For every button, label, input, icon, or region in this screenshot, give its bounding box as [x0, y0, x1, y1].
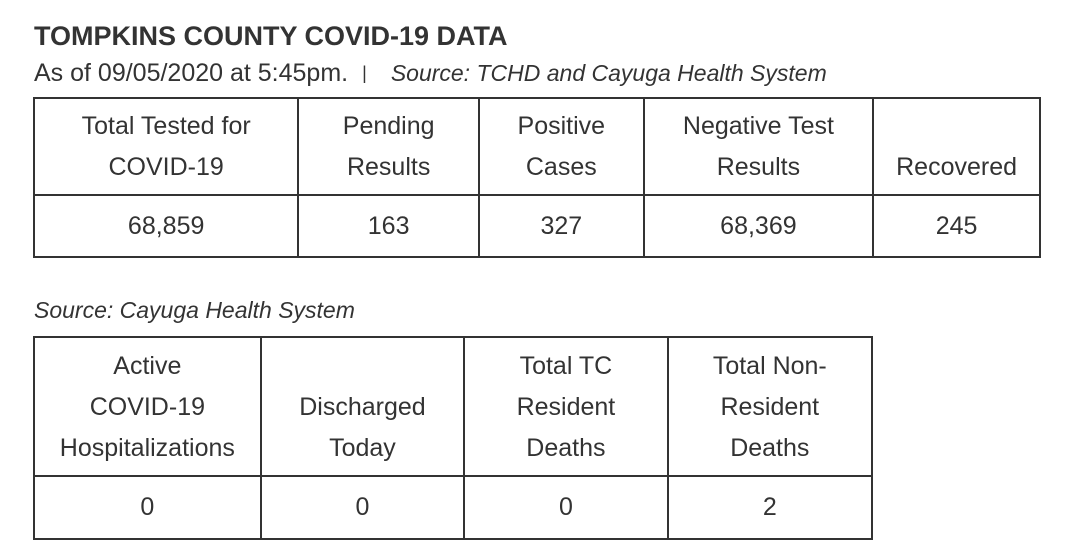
- table-row: [34, 195, 1040, 257]
- value-negative-results: 68,369: [644, 195, 873, 257]
- value-recovered: 245: [873, 195, 1040, 257]
- header-line: Total TC: [519, 352, 613, 380]
- value-tc-resident-deaths: 0: [464, 476, 667, 539]
- header-non-resident-deaths: [668, 337, 872, 476]
- table-row: [34, 476, 872, 539]
- header-line: COVID-19: [89, 393, 205, 421]
- header-line: Discharged: [299, 393, 426, 421]
- hospital-table: [33, 336, 873, 540]
- header-line: Resident: [516, 393, 616, 421]
- header-line: Resident: [720, 393, 820, 421]
- header-line: Deaths: [730, 434, 810, 462]
- header-recovered: [873, 98, 1040, 195]
- header-tc-resident-deaths: [464, 337, 667, 476]
- header-line: Pending: [342, 112, 435, 140]
- header-total-tested: [34, 98, 298, 195]
- header-line: Active: [113, 352, 182, 380]
- header-line: Hospitalizations: [59, 434, 235, 462]
- value-discharged-today: 0: [261, 476, 465, 539]
- as-of-line: [34, 59, 827, 88]
- header-line: Deaths: [526, 434, 606, 462]
- header-line: Positive: [517, 112, 606, 140]
- header-line: COVID-19: [108, 153, 224, 181]
- source-main: Source: TCHD and Cayuga Health System: [390, 60, 827, 86]
- value-non-resident-deaths: 2: [668, 476, 872, 539]
- header-pending-results: [298, 98, 479, 195]
- value-total-tested: 68,859: [34, 195, 298, 257]
- page-title: TOMPKINS COUNTY COVID-19 DATA: [34, 21, 508, 51]
- header-active-hospitalizations: [34, 337, 261, 476]
- header-negative-results: [644, 98, 873, 195]
- source-secondary: Source: Cayuga Health System: [34, 297, 355, 323]
- header-line: Results: [346, 153, 431, 181]
- testing-table: [33, 97, 1041, 258]
- table-header-row: [34, 98, 1040, 195]
- header-line: Today: [329, 434, 396, 462]
- header-discharged-today: [261, 337, 465, 476]
- value-active-hospitalizations: 0: [34, 476, 261, 539]
- separator: |: [362, 63, 367, 83]
- header-line: Recovered: [896, 153, 1018, 181]
- as-of-date: As of 09/05/2020 at 5:45pm.: [34, 59, 349, 87]
- value-pending-results: 163: [298, 195, 479, 257]
- header-line: Results: [716, 153, 801, 181]
- value-positive-cases: 327: [479, 195, 644, 257]
- header-line: Negative Test: [682, 112, 834, 140]
- header-positive-cases: [479, 98, 644, 195]
- table-header-row: [34, 337, 872, 476]
- header-line: Total Tested for: [81, 112, 251, 140]
- header-line: Total Non-: [712, 352, 827, 380]
- header-line: Cases: [525, 153, 597, 181]
